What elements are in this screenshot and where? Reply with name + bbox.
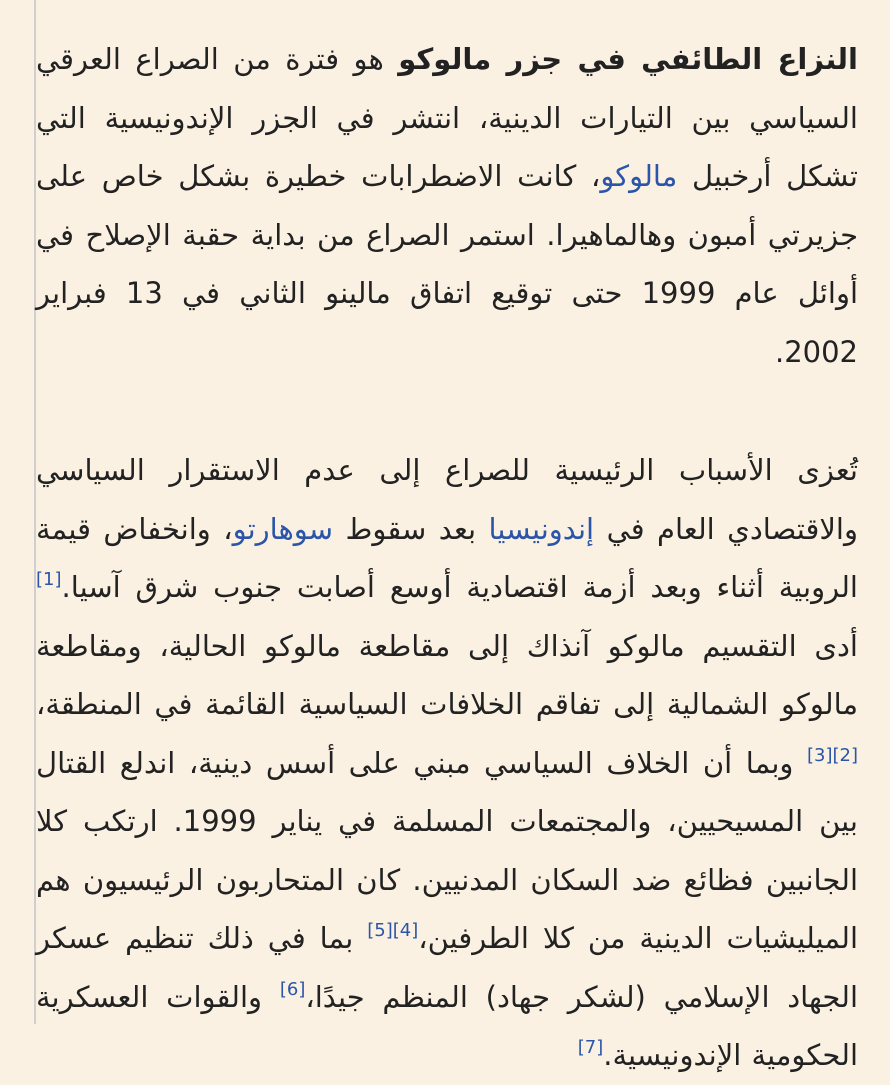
article-body [36, 30, 858, 1085]
causes-paragraph [36, 441, 858, 1085]
reference-link-3[interactable] [807, 745, 833, 766]
reference-1[interactable]: [1] [36, 569, 62, 590]
link-suharto[interactable]: سوهارتو [232, 511, 334, 546]
reference-5[interactable]: [5] [367, 920, 393, 941]
reference-link-7[interactable] [578, 1037, 604, 1058]
reference-link-2[interactable] [832, 745, 858, 766]
paragraph-text: وبما أن الخلاف السياسي مبني على أسس دينية، اندلع القتال بين المسيحيين، والمجتمعات المسلمة في يناير 1999. ارتكب كلا الجانبين فظائع ضد السكان المدنيين. كان المتحاربون الرئيسيون هم الميليشيات الدينية من كلا الطرفين، [36, 745, 858, 955]
link-maluku[interactable]: مالوكو [600, 159, 678, 193]
paragraph-text: هو فترة من الصراع العرقي السياسي بين التيارات الدينية، انتشر في الجزر الإندونيسية التي تشكل أرخبيل [36, 42, 858, 193]
reference-2[interactable]: [2] [832, 744, 858, 766]
reference-7[interactable]: [7] [577, 1037, 604, 1058]
paragraph-text: تُعزى الأسباب الرئيسية للصراع إلى عدم الاستقرار السياسي والاقتصادي العام في [36, 453, 858, 546]
reference-3[interactable]: [3] [806, 744, 833, 766]
reference-6[interactable]: [6] [279, 978, 306, 1000]
reference-link-5[interactable] [367, 920, 393, 941]
intro-paragraph [36, 30, 858, 381]
reference-link-6[interactable] [280, 979, 306, 1000]
link-indonesia[interactable]: إندونيسيا [488, 511, 595, 546]
paragraph-text: والقوات العسكرية الحكومية الإندونيسية. [36, 979, 858, 1072]
paragraph-text: ، وانخفاض قيمة الروبية أثناء وبعد أزمة اقتصادية أوسع أصابت جنوب شرق آسيا. [36, 511, 858, 604]
paragraph-text: بما في ذلك تنظيم عسكر الجهاد الإسلامي (لشكر جهاد) المنظم جيدًا، [36, 921, 859, 1014]
article-title-bold: النزاع الطائفي في جزر مالوكو [398, 42, 858, 76]
paragraph-text: أدى التقسيم مالوكو آنذاك إلى مقاطعة مالوكو الحالية، ومقاطعة مالوكو الشمالية إلى تفاقم الخلافات السياسية القائمة في المنطقة، [36, 628, 858, 721]
reference-4[interactable]: [4] [392, 920, 419, 941]
reference-link-4[interactable] [393, 920, 419, 941]
reference-link-1[interactable] [36, 569, 62, 590]
paragraph-text: ، كانت الاضطرابات خطيرة بشكل خاص على جزيرتي أمبون وهالماهيرا. استمر الصراع من بداية حقبة الإصلاح في أوائل عام 1999 حتى توقيع اتفاق مالينو الثاني في 13 فبراير 2002. [36, 159, 859, 369]
paragraph-text: بعد سقوط [333, 511, 489, 546]
